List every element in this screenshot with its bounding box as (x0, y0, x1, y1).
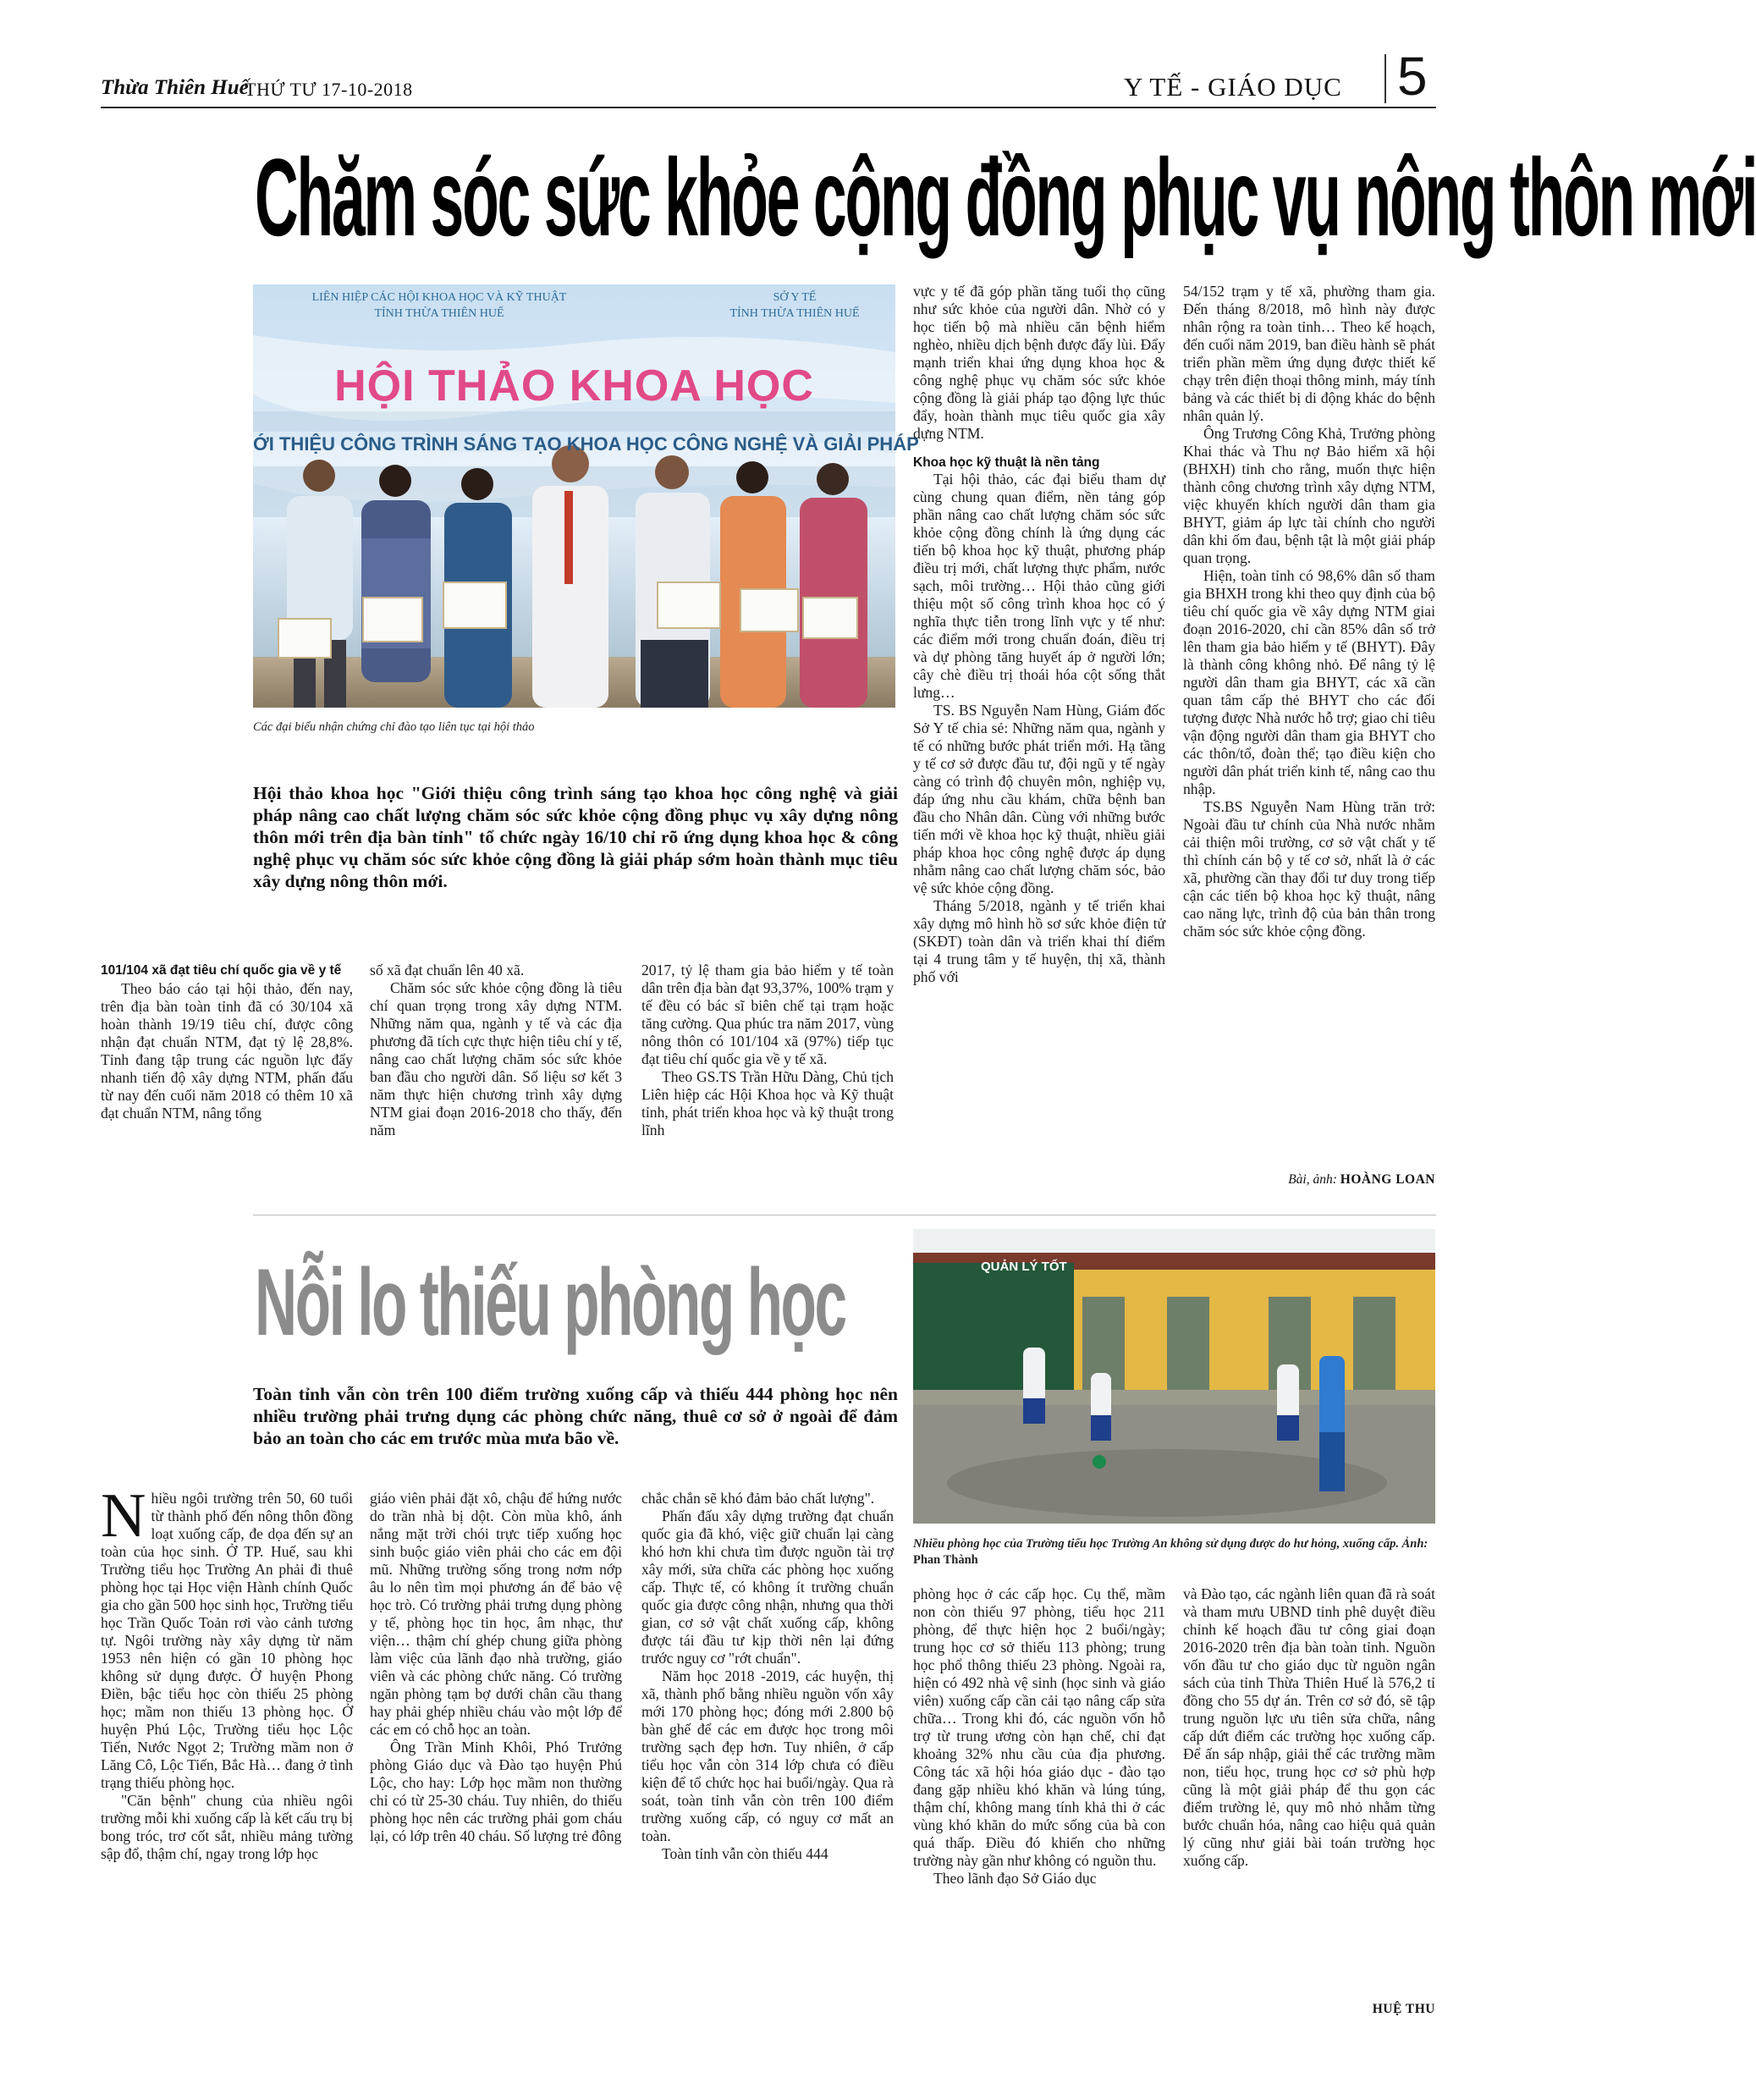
article1-byline-label: Bài, ảnh: (1288, 1172, 1337, 1187)
article2-paragraph: chắc chắn sẽ khó đảm bảo chất lượng". (641, 1490, 875, 1507)
banner-org-right-line2: TỈNH THỪA THIÊN HUẾ (729, 307, 860, 320)
page-number: 5 (1397, 46, 1428, 107)
article1-paragraph: Tháng 5/2018, ngành y tế triển khai xây dựng mô hình hồ sơ sức khỏe điện tử (SKĐT) toàn dân và triển khai thí điểm tại 4 trung tâm y tế huyện, thị xã, thành phố với (913, 897, 1165, 985)
article1-subhead-1: 101/104 xã đạt tiêu chí quốc gia về y tế (101, 963, 342, 978)
article1-headline: Chăm sóc sức khỏe cộng đồng phục vụ nông thôn mới (255, 135, 1756, 259)
article1-paragraph: số xã đạt chuẩn lên 40 xã. (370, 962, 525, 978)
banner-org-right (702, 289, 888, 322)
banner-org-right-line1: SỞ Y TẾ (773, 291, 817, 304)
article2-column-1 (101, 1481, 353, 1863)
article2-lead: Toàn tỉnh vẫn còn trên 100 điểm trường xuống cấp và thiếu 444 phòng học nên nhiều trường phải trưng dụng các phòng chức năng, thuê cơ sở ở ngoài để đảm bảo an toàn cho các em trước mùa mưa bão về. (253, 1384, 898, 1448)
article1-column-3 (641, 962, 894, 1139)
article2-paragraph: Theo lãnh đạo Sở Giáo dục (933, 1870, 1097, 1887)
article2-paragraph: giáo viên phải đặt xô, chậu để hứng nước do trần nhà bị dột. Còn mùa khô, ánh nắng mặt trời chói trực tiếp xuống học sinh buộc giáo viên phải cho các em đội mũ. Những trường sống trong nơm nớp âu lo nên tìm mọi phương án để bảo vệ học trò. Có trường phải trưng dụng phòng y tế, phòng học tin học, âm nhạc, thư viện… thậm chí ghép chung giữa phòng làm việc của lãnh đạo nhà trường, giáo viên và các phòng chức năng. Có trường ngăn phòng tạm bợ dưới chân cầu thang hay phải ghép nhiều cháu vào một lớp để các em có chỗ học an toàn. (370, 1490, 622, 1738)
issue-date: THỨ TƯ 17-10-2018 (245, 79, 413, 100)
article1-paragraph: Theo GS.TS Trần Hữu Dàng, Chủ tịch Liên hiệp các Hội Khoa học và Kỹ thuật tỉnh, phát triển khoa học và kỹ thuật trong lĩnh (641, 1068, 894, 1138)
article2-caption-text: Nhiều phòng học của Trường tiểu học Trường An không sử dụng được do hư hỏng, xuống cấp. Ảnh: (913, 1537, 1428, 1551)
article2-column-4 (913, 1585, 1165, 1888)
workshop-photo-illustration (253, 284, 919, 708)
banner-org-left (261, 289, 617, 322)
article1-paragraph: Theo báo cáo tại hội thảo, đến nay, trên địa bàn toàn tỉnh đã có 30/104 xã hoàn thành 19/19 tiêu chí, được công nhận đạt chuẩn NTM, đạt tỷ lệ 28,8%. Tỉnh đang tập trung các nguồn lực đẩy nhanh tiến độ xây dựng NTM, phấn đấu từ nay đến cuối năm 2018 có thêm 10 xã đạt chuẩn NTM, nâng tổng (101, 980, 353, 1122)
article1-column-2 (370, 962, 622, 1139)
article1-paragraph: Hiện, toàn tỉnh có 98,6% dân số tham gia BHXH trong khi theo quy định của bộ tiêu chí quốc gia về xây dựng NTM giai đoạn 2016-2020, chỉ cần 85% dân số trở lên tham gia bảo hiểm y tế (BHYT). Đây là thành công không nhỏ. Để nâng tỷ lệ người dân tham gia BHYT, các xã cần quan tâm cấp thẻ BHYT cho các đối tượng được Nhà nước hỗ trợ; giao chỉ tiêu vận động người dân tham gia BHYT cho các thôn/tổ, đoàn thể; tạo điều kiện cho người dân phát triển kinh tế, nâng cao thu nhập. (1183, 567, 1435, 797)
article1-byline-name: HOÀNG LOAN (1340, 1172, 1435, 1187)
article2-paragraph: Năm học 2018 -2019, các huyện, thị xã, thành phố bằng nhiều nguồn vốn xây mới 170 phòng học; đóng mới 2.800 bộ bàn ghế để các em được học trong môi trường sạch đẹp hơn. Tuy nhiên, ở cấp tiểu học vẫn còn 314 lớp chưa có điều kiện để tổ chức học hai buổi/ngày. Qua rà soát, toàn tỉnh vẫn còn trên 100 điểm trường xuống cấp, có nguy cơ mất an toàn. (641, 1667, 894, 1844)
workshop-photo (253, 284, 919, 708)
photo-sign: QUẢN LÝ TỐT (981, 1259, 1067, 1274)
article2-byline-name: HUỆ THU (1372, 2002, 1435, 2016)
masthead: Thừa Thiên Huế (101, 76, 249, 99)
section-title: Y TẾ - GIÁO DỤC (1124, 72, 1342, 102)
article2-byline (1183, 2002, 1435, 2017)
article1-photo-caption: Các đại biểu nhận chứng chỉ đào tạo liên tục tại hội thảo (253, 720, 535, 734)
article2-paragraph: phòng học ở các cấp học. Cụ thể, mầm non còn thiếu 97 phòng, tiểu học 211 phòng, để thực hiện học 2 buổi/ngày; trung học cơ sở thiếu 113 phòng; trung học phổ thông thiếu 23 phòng. Ngoài ra, hiện có 492 nhà vệ sinh (học sinh và giáo viên) xuống cấp cần cải tạo nâng cấp sửa chữa… Trong khi đó, các nguồn vốn hỗ trợ từ trung ương còn hạn chế, chỉ đạt khoảng 32% nhu cầu của địa phương. Công tác xã hội hóa giáo dục - đào tạo đang gặp nhiều khó khăn và lúng túng, thậm chí, không mang tính khả thi ở các vùng khó khăn do mức sống của bà con quá thấp. Điều đó khiến cho những trường này gần như không có nguồn thu. (913, 1585, 1165, 1869)
person-6 (720, 461, 786, 708)
banner-subtitle: ỚI THIỆU CÔNG TRÌNH SÁNG TẠO KHOA HỌC CÔNG NGHỆ VÀ GIẢI PHÁP (253, 433, 919, 455)
article1-paragraph: 54/152 trạm y tế xã, phường tham gia. Đến tháng 8/2018, mô hình này được nhân rộng ra toàn tỉnh… Theo kế hoạch, đến cuối năm 2019, ban điều hành sẽ phát triển phần mềm ứng dụng được thiết kế chạy trên điện thoại thông minh, máy tính bảng và các thiết bị di động khác do bệnh nhân quản lý. (1183, 283, 1435, 424)
article1-byline (1183, 1172, 1435, 1188)
article1-column-4 (913, 283, 1165, 986)
article2-column-5 (1183, 1585, 1435, 1870)
article2-caption-credit: Phan Thành (913, 1553, 978, 1567)
article1-paragraph: TS.BS Nguyễn Nam Hùng trăn trở: Ngoài đầu tư chính của Nhà nước nhằm cải thiện môi trường, cơ sở vật chất y tế thì chính cán bộ y tế cơ sở, nhất là ở các xã, phường cần thay đổi tư duy trong tiếp cận các tiến bộ khoa học kỹ thuật, nâng cao năng lực, trình độ của bản thân trong chăm sóc sức khỏe cộng đồng. (1183, 798, 1435, 940)
article1-paragraph: Ông Trương Công Khả, Trưởng phòng Khai thác và Thu nợ Bảo hiểm xã hội (BHXH) tỉnh cho rằng, muốn thực hiện thành công chương trình xây dựng NTM, việc khuyến khích người dân tham gia BHYT, giảm áp lực tài chính cho người dân khi ốm đau, bệnh tật là một giải pháp quan trọng. (1183, 425, 1435, 566)
article2-paragraph: và Đào tạo, các ngành liên quan đã rà soát và tham mưu UBND tỉnh phê duyệt điều chỉnh kế hoạch đầu tư công giai đoạn 2016-2020 trên địa bàn toàn tỉnh. Nguồn vốn đầu tư cho giáo dục từ nguồn ngân sách của tỉnh Thừa Thiên Huế là 576,2 tỉ đồng cho 55 dự án. Trên cơ sở đó, sẽ tập trung nguồn lực ưu tiên sửa chữa, nâng cấp dứt điểm các trường học xuống cấp. Để ấn sáp nhập, giải thể các trường mầm non, tiểu học, trung học cơ sở phù hợp cũng là một giải pháp để thu gọn các điểm trường lẻ, quy mô nhỏ nhằm từng bước chuẩn hóa, nâng cao hiệu quả quản lý cũng như giải bài toán trường học xuống cấp. (1183, 1585, 1435, 1869)
article1-column-5 (1183, 283, 1435, 940)
article2-column-2 (370, 1490, 622, 1845)
article2-paragraph: "Căn bệnh" chung của nhiều ngôi trường mỗi khi xuống cấp là kết cấu trụ bị bong tróc, trơ cốt sắt, nhiều mảng tường sập đổ, thậm chí, ngay trong lớp học (101, 1792, 353, 1862)
article2-photo-caption (913, 1536, 1435, 1568)
article1-column-1 (101, 962, 353, 1122)
article1-subhead-2: Khoa học kỹ thuật là nền tảng (913, 455, 1100, 470)
article2-paragraph: Toàn tỉnh vẫn còn thiếu 444 (662, 1845, 828, 1862)
banner-title: HỘI THẢO KHOA HỌC (334, 361, 814, 411)
header-rule (101, 107, 1436, 108)
schoolyard-photo (913, 1229, 1435, 1524)
article1-paragraph: Tại hội thảo, các đại biểu tham dự cùng chung quan điểm, nền tảng góp phần nâng cao chất lượng chăm sóc sức khỏe cộng đồng chính là ứng dụng các tiến bộ khoa học kỹ thuật, phương pháp điều trị mới, chất lượng thực phẩm, nước sạch, môi trường… Hội thảo cũng giới thiệu một số công trình khoa học có ý nghĩa thực tiễn trong lĩnh vực y tế như: các điểm mới trong chuẩn đoán, điều trị và dự phòng tăng huyết áp ở người lớn; cây chè điều trị thoái hóa cột sống thắt lưng… (913, 471, 1165, 701)
article2-paragraph: Phấn đấu xây dựng trường đạt chuẩn quốc gia đã khó, việc giữ chuẩn lại càng khó hơn khi chưa tìm được nguồn tài trợ xây mới, sửa chữa các phòng học xuống cấp. Thực tế, có không ít trường chuẩn quốc gia được công nhận, nhưng qua thời gian, cơ sở vật chất xuống cấp, không được tái đầu tư kịp thời nên lại đứng trước nguy cơ "rớt chuẩn". (641, 1507, 894, 1667)
person-7 (800, 463, 867, 708)
article2-paragraph: hiều ngôi trường trên 50, 60 tuổi từ thành phố đến nông thôn đồng loạt xuống cấp, đe dọa đến sự an toàn của học sinh. Ở TP. Huế, sau khi Trường tiểu học Trường An phải đi thuê phòng học tại Học viện Hành chính Quốc gia cho gần 500 học sinh học, Trường tiểu học Trần Quốc Toản rơi vào cảnh tương tự. Ngôi trường này xây dựng từ năm 1953 nên hiện có gần 10 phòng học không sử dụng được. Ở huyện Phong Điền, bậc tiểu học còn thiếu 25 phòng học; mầm non thiếu 13 phòng học. Ở huyện Phú Lộc, Trường tiểu học Lộc Tiến, Nước Ngọt 2; Trường mầm non ở Lăng Cô, Lộc Tiến, Bắc Hà… đang ở tình trạng thiếu phòng học. (101, 1490, 353, 1791)
article1-lead: Hội thảo khoa học "Giới thiệu công trình sáng tạo khoa học công nghệ và giải pháp nâng cao chất lượng chăm sóc sức khỏe cộng đồng phục vụ xây dựng nông thôn mới trên địa bàn tỉnh" tổ chức ngày 16/10 chỉ rõ ứng dụng khoa học & công nghệ phục vụ chăm sóc sức khỏe cộng đồng là giải pháp sớm hoàn thành mục tiêu xây dựng nông thôn mới. (253, 783, 898, 891)
article2-paragraph: Ông Trần Minh Khôi, Phó Trưởng phòng Giáo dục và Đào tạo huyện Phú Lộc, cho hay: Lớp học mầm non thường chỉ có từ 25-30 cháu. Tuy nhiên, do thiếu phòng học nên các trường phải gom cháu lại, có lớp trên 40 cháu. Số lượng trẻ đông (370, 1739, 622, 1844)
dropcap: N (101, 1481, 146, 1551)
banner-org-left-line2: TỈNH THỪA THIÊN HUẾ (374, 307, 504, 320)
article2-headline: Nỗi lo thiếu phòng học (255, 1249, 845, 1355)
article1-paragraph: 2017, tỷ lệ tham gia bảo hiểm y tế toàn dân trên địa bàn đạt 93,37%, 100% trạm y tế đều có bác sĩ biên chế tại trạm hoặc tăng cường. Qua phúc tra năm 2017, vùng nông thôn có 101/104 xã (97%) tiếp tục đạt tiêu chí quốc gia về y tế xã. (641, 962, 894, 1067)
banner-org-left-line1: LIÊN HIỆP CÁC HỘI KHOA HỌC VÀ KỸ THUẬT (311, 291, 567, 304)
article2-column-3 (641, 1490, 894, 1863)
article1-paragraph: Chăm sóc sức khỏe cộng đồng là tiêu chí quan trọng trong xây dựng NTM. Những năm qua, ngành y tế và các địa phương đã tích cực thực hiện tiêu chí y tế, nâng cao chất lượng chăm sóc sức khỏe ban đầu cho người dân. Số liệu sơ kết 3 năm thực hiện chương trình xây dựng NTM giai đoạn 2016-2018 cho thấy, đến năm (370, 979, 622, 1138)
article1-paragraph: vực y tế đã góp phần tăng tuổi thọ cũng như sức khỏe của người dân. Nhờ có y học tiến bộ mà nhiều căn bệnh hiểm nghèo, nhiều dịch bệnh được đẩy lùi. Đẩy mạnh triển khai ứng dụng khoa học & công nghệ phục vụ chăm sóc sức khỏe cộng đồng là giải pháp tạo động lực thúc đẩy, hoàn thành mục tiêu quốc gia xây dựng NTM. (913, 283, 1165, 442)
article1-paragraph: TS. BS Nguyễn Nam Hùng, Giám đốc Sở Y tế chia sẻ: Những năm qua, ngành y tế có những bước phát triển mới. Hạ tầng y tế cơ sở được đầu tư, đội ngũ y tế ngày càng có trình độ chuyên môn, nghiệp vụ, đáp ứng nhu cầu khám, chữa bệnh ban đầu cho Nhân dân. Cùng với những bước tiến mới về khoa học kỹ thuật, nhiều giải pháp khoa học công nghệ được áp dụng nhằm nâng cao chất lượng chăm sóc, bảo vệ sức khỏe cộng đồng. (913, 702, 1165, 896)
header-divider (1384, 54, 1386, 103)
